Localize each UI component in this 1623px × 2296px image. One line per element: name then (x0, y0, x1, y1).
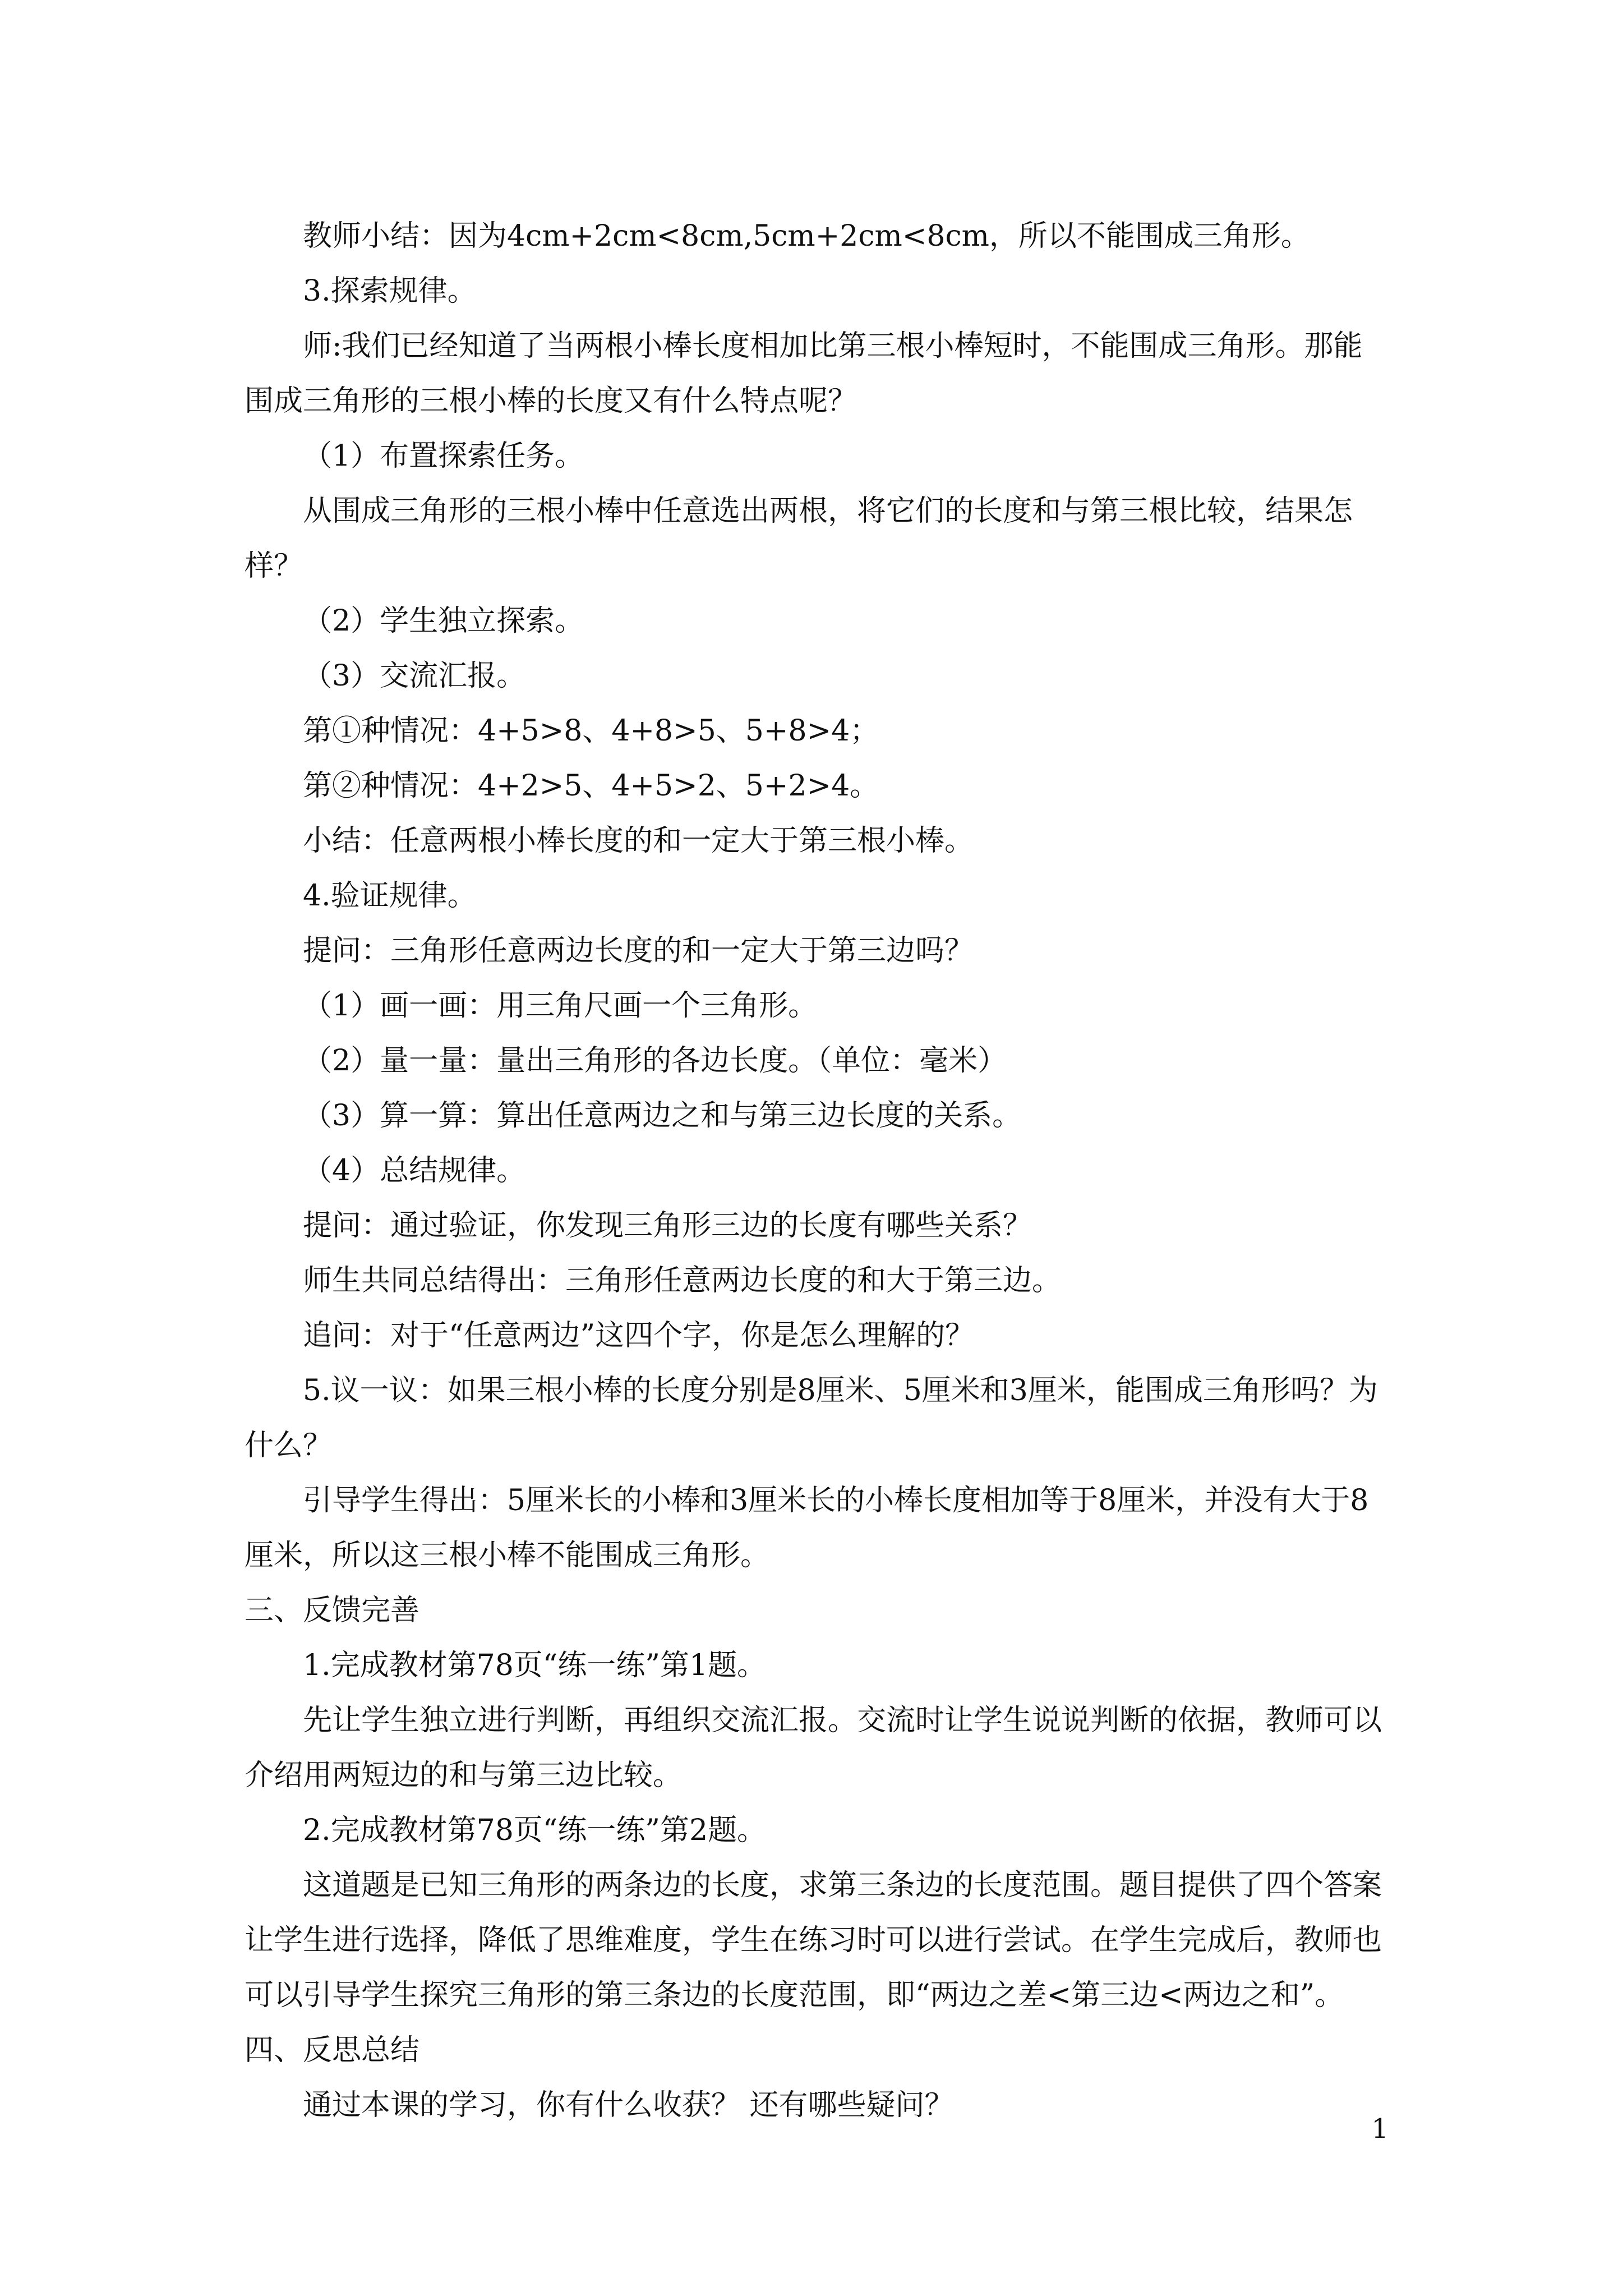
paragraph-exercise-1: 1.完成教材第78页“练一练”第1题。 (303, 1649, 767, 1682)
paragraph-verification-question: 提问：通过验证，你发现三角形三边的长度有哪些关系？ (303, 1209, 1032, 1243)
paragraph-draw: （1）画一画：用三角尺画一个三角形。 (303, 989, 818, 1023)
paragraph-task-3: （3）交流汇报。 (303, 659, 526, 693)
document-body (245, 209, 1389, 2133)
paragraph-step-4-heading: 4.验证规律。 (303, 879, 477, 913)
paragraph-teacher-question: 师:我们已经知道了当两根小棒长度相加比第三根小棒短时，不能围成三角形。那能围成三角形的三根小棒的长度又有什么特点呢？ (245, 329, 1363, 418)
section-feedback-heading: 三、反馈完善 (245, 1594, 420, 1627)
section-reflection-heading: 四、反思总结 (245, 2033, 420, 2067)
paragraph-exercise-1-note: 先让学生独立进行判断，再组织交流汇报。交流时让学生说说判断的依据，教师可以介绍用两短边的和与第三边比较。 (245, 1704, 1382, 1792)
paragraph-question: 提问：三角形任意两边长度的和一定大于第三边吗？ (303, 934, 974, 968)
paragraph-follow-up: 追问：对于“任意两边”这四个字，你是怎么理解的？ (303, 1319, 975, 1352)
paragraph-reflection-question: 通过本课的学习，你有什么收获？ 还有哪些疑问？ (303, 2088, 954, 2122)
paragraph-task-1: （1）布置探索任务。 (303, 439, 584, 473)
paragraph-measure: （2）量一量：量出三角形的各边长度。（单位：毫米） (303, 1044, 1007, 1078)
paragraph-calculate: （3）算一算：算出任意两边之和与第三边长度的关系。 (303, 1099, 1022, 1133)
paragraph-task-2: （2）学生独立探索。 (303, 604, 584, 638)
paragraph-discussion: 5.议一议：如果三根小棒的长度分别是8厘米、5厘米和3厘米，能围成三角形吗？为什么？ (245, 1374, 1378, 1462)
paragraph-step-3-heading: 3.探索规律。 (303, 274, 477, 308)
paragraph-exercise-2: 2.完成教材第78页“练一练”第2题。 (303, 1814, 767, 1847)
paragraph-teacher-summary: 教师小结：因为4cm+2cm<8cm,5cm+2cm<8cm，所以不能围成三角形。 (303, 219, 1310, 253)
paragraph-summarize-rule: （4）总结规律。 (303, 1154, 526, 1188)
paragraph-summary: 小结：任意两根小棒长度的和一定大于第三根小棒。 (303, 824, 974, 858)
paragraph-case-2: 第②种情况：4+2>5、4+5>2、5+2>4。 (303, 769, 879, 803)
paragraph-task-instruction: 从围成三角形的三根小棒中任意选出两根，将它们的长度和与第三根比较，结果怎样？ (245, 494, 1353, 583)
paragraph-exercise-2-note: 这道题是已知三角形的两条边的长度，求第三条边的长度范围。题目提供了四个答案让学生进行选择，降低了思维难度，学生在练习时可以进行尝试。在学生完成后，教师也可以引导学生探究三角形的第三条边的长度范围，即“两边之差<第三边<两边之和”。 (245, 1869, 1382, 2012)
paragraph-case-1: 第①种情况：4+5>8、4+8>5、5+8>4； (303, 714, 879, 748)
page-number: 1 (1371, 2113, 1389, 2145)
paragraph-guided-answer: 引导学生得出：5厘米长的小棒和3厘米长的小棒长度相加等于8厘米，并没有大于8厘米，所以这三根小棒不能围成三角形。 (245, 1484, 1369, 1572)
paragraph-conclusion: 师生共同总结得出：三角形任意两边长度的和大于第三边。 (303, 1264, 1062, 1297)
